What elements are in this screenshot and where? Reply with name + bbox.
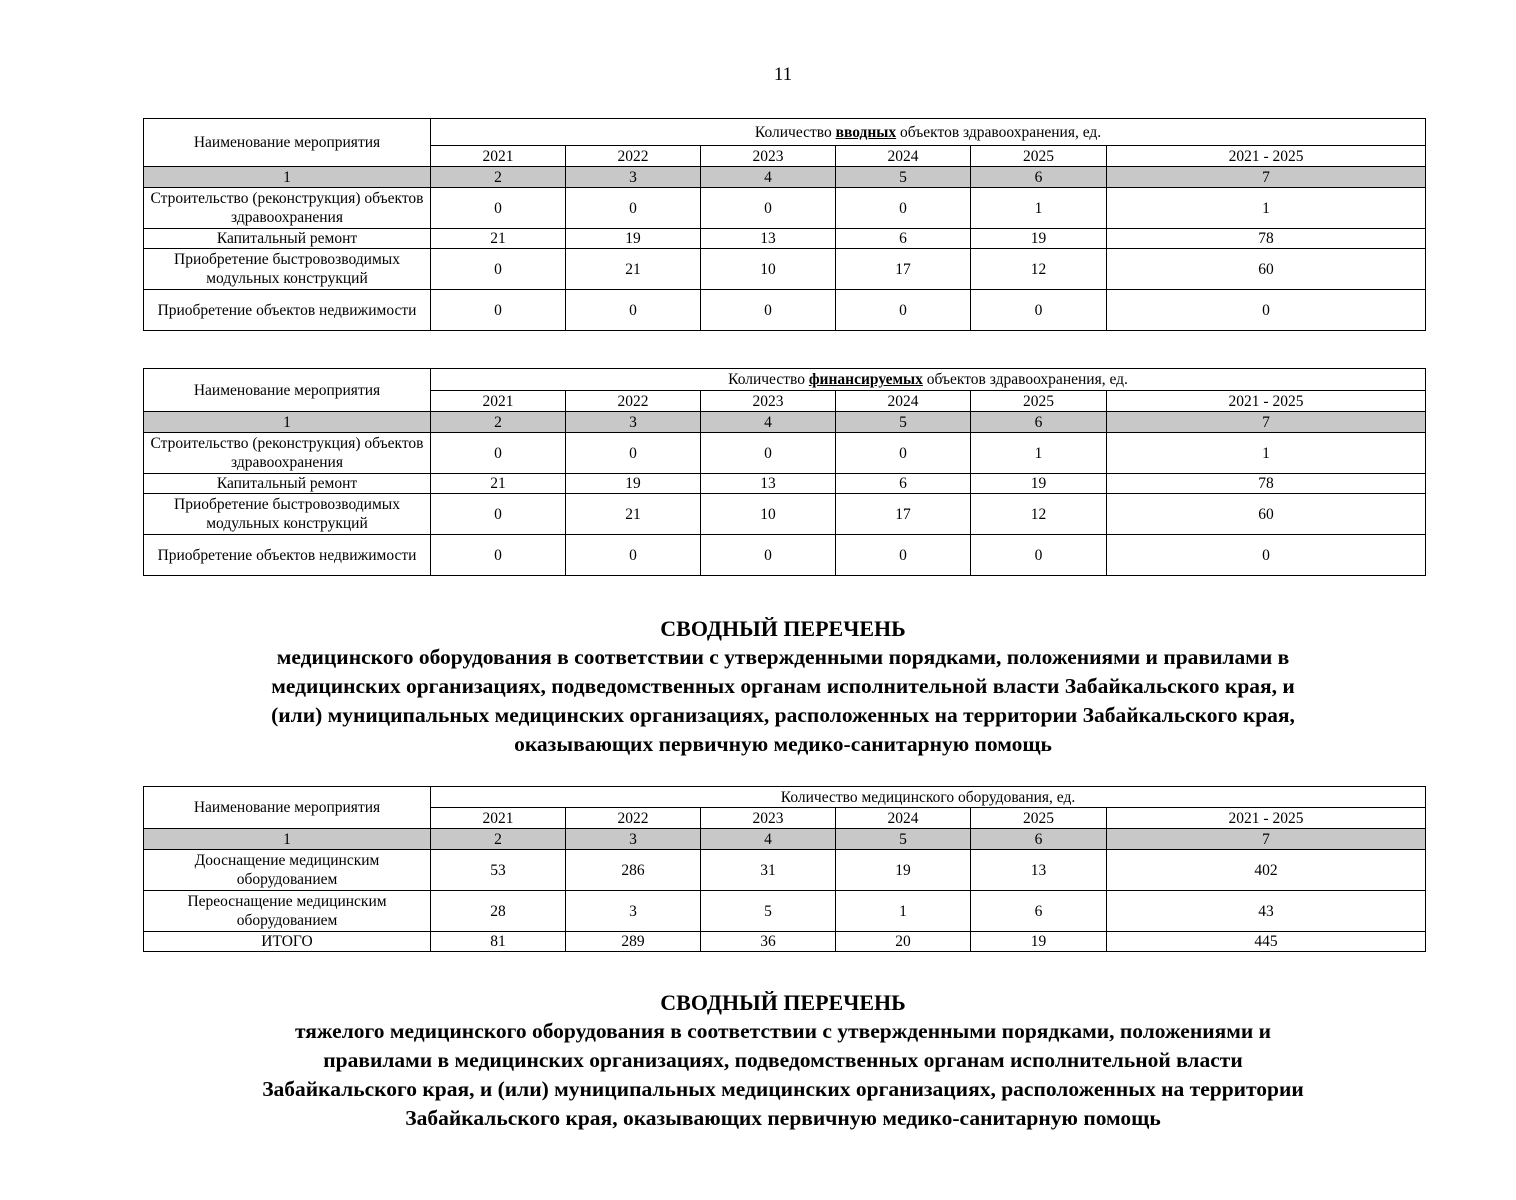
cell-value: 0 [431, 494, 566, 535]
cell-value: 17 [836, 494, 971, 535]
cell-value: 78 [1107, 229, 1426, 249]
cell-value: 0 [431, 535, 566, 576]
heading-line: (или) муниципальных медицинских организациях, расположенных на территории Забайкальского края, [271, 703, 1295, 727]
column-number: 6 [971, 412, 1107, 433]
heading-line: тяжелого медицинского оборудования в соответствии с утвержденными порядками, положениями и [294, 1019, 1272, 1043]
year-header: 2023 [701, 146, 836, 167]
cell-value: 21 [431, 229, 566, 249]
table-title: Количество финансируемых объектов здравоохранения, ед. [431, 369, 1426, 391]
cell-value: 1 [1107, 433, 1426, 474]
year-header: 2022 [566, 146, 701, 167]
row-name: Строительство (реконструкция) объектов здравоохранения [144, 188, 431, 229]
table-title: Количество вводных объектов здравоохранения, ед. [431, 119, 1426, 146]
row-name: Дооснащение медицинским оборудованием [144, 850, 431, 891]
column-number: 5 [836, 829, 971, 850]
cell-value: 0 [701, 535, 836, 576]
cell-value: 0 [431, 433, 566, 474]
cell-value: 20 [836, 932, 971, 952]
column-number: 2 [431, 167, 566, 188]
cell-value: 0 [701, 188, 836, 229]
page-number: 11 [773, 64, 793, 85]
heading-line: оказывающих первичную медико-санитарную помощь [514, 732, 1052, 756]
row-name: Приобретение быстровозводимых модульных конструкций [144, 494, 431, 535]
table-row [144, 535, 1426, 576]
cell-value: 1 [1107, 188, 1426, 229]
cell-value: 0 [566, 188, 701, 229]
row-name: ИТОГО [144, 932, 431, 952]
heading-line: Забайкальского края, и (или) муниципальных медицинских организациях, расположенных на территории [262, 1077, 1304, 1101]
cell-value: 1 [971, 188, 1107, 229]
cell-value: 36 [701, 932, 836, 952]
table-row-total [144, 932, 1426, 952]
column-number: 2 [431, 412, 566, 433]
row-name: Строительство (реконструкция) объектов здравоохранения [144, 433, 431, 474]
cell-value: 6 [836, 474, 971, 494]
year-header: 2021 [431, 146, 566, 167]
cell-value: 12 [971, 249, 1107, 290]
cell-value: 60 [1107, 494, 1426, 535]
table-row [144, 188, 1426, 229]
header-name: Наименование мероприятия [144, 787, 431, 829]
cell-value: 0 [566, 535, 701, 576]
column-number: 4 [701, 167, 836, 188]
cell-value: 0 [971, 535, 1107, 576]
cell-value: 19 [971, 474, 1107, 494]
cell-value: 19 [836, 850, 971, 891]
header-name: Наименование мероприятия [144, 369, 431, 412]
table-row [144, 249, 1426, 290]
cell-value: 402 [1107, 850, 1426, 891]
column-number: 4 [701, 829, 836, 850]
cell-value: 6 [971, 891, 1107, 932]
cell-value: 19 [566, 474, 701, 494]
row-name: Приобретение объектов недвижимости [144, 290, 431, 331]
heading-line: медицинского оборудования в соответствии с утвержденными порядками, положениями и правилами в [276, 645, 1290, 669]
cell-value: 12 [971, 494, 1107, 535]
table-input-objects [143, 118, 1426, 331]
year-header: 2022 [566, 391, 701, 412]
cell-value: 5 [701, 891, 836, 932]
cell-value: 13 [701, 229, 836, 249]
row-name: Капитальный ремонт [144, 229, 431, 249]
cell-value: 81 [431, 932, 566, 952]
cell-value: 0 [431, 188, 566, 229]
column-number: 6 [971, 829, 1107, 850]
summary-heading-heavy-equipment [150, 988, 1416, 1133]
cell-value: 0 [836, 535, 971, 576]
column-number: 1 [144, 167, 431, 188]
year-header: 2021 [431, 391, 566, 412]
header-name: Наименование мероприятия [144, 119, 431, 167]
cell-value: 21 [431, 474, 566, 494]
cell-value: 19 [971, 229, 1107, 249]
cell-value: 0 [701, 290, 836, 331]
table-row [144, 494, 1426, 535]
year-header: 2021 [431, 808, 566, 829]
year-header: 2023 [701, 808, 836, 829]
heading-title: СВОДНЫЙ ПЕРЕЧЕНЬ [660, 616, 906, 641]
summary-heading-equipment [150, 614, 1416, 759]
table-row [144, 433, 1426, 474]
cell-value: 28 [431, 891, 566, 932]
column-number: 6 [971, 167, 1107, 188]
cell-value: 21 [566, 249, 701, 290]
cell-value: 0 [836, 188, 971, 229]
year-header: 2024 [836, 808, 971, 829]
table-financed-objects [143, 368, 1426, 576]
column-number: 5 [836, 167, 971, 188]
heading-line: Забайкальского края, оказывающих первичную медико-санитарную помощь [405, 1106, 1161, 1130]
cell-value: 1 [836, 891, 971, 932]
cell-value: 21 [566, 494, 701, 535]
year-header: 2025 [971, 391, 1107, 412]
table-row [144, 891, 1426, 932]
cell-value: 0 [1107, 535, 1426, 576]
cell-value: 0 [1107, 290, 1426, 331]
cell-value: 289 [566, 932, 701, 952]
cell-value: 0 [566, 433, 701, 474]
heading-line: медицинских организациях, подведомственных органам исполнительной власти Забайкальского края, и [271, 674, 1295, 698]
column-number: 4 [701, 412, 836, 433]
column-number: 3 [566, 167, 701, 188]
column-number: 2 [431, 829, 566, 850]
cell-value: 19 [971, 932, 1107, 952]
table-row [144, 229, 1426, 249]
cell-value: 286 [566, 850, 701, 891]
cell-value: 10 [701, 249, 836, 290]
column-number: 1 [144, 829, 431, 850]
cell-value: 6 [836, 229, 971, 249]
column-number: 3 [566, 412, 701, 433]
cell-value: 0 [431, 249, 566, 290]
cell-value: 0 [836, 433, 971, 474]
year-header: 2021 - 2025 [1107, 391, 1426, 412]
cell-value: 0 [431, 290, 566, 331]
column-number: 1 [144, 412, 431, 433]
year-header: 2024 [836, 391, 971, 412]
cell-value: 0 [971, 290, 1107, 331]
cell-value: 17 [836, 249, 971, 290]
cell-value: 1 [971, 433, 1107, 474]
cell-value: 0 [836, 290, 971, 331]
year-header: 2025 [971, 808, 1107, 829]
table-row [144, 474, 1426, 494]
cell-value: 31 [701, 850, 836, 891]
year-header: 2022 [566, 808, 701, 829]
cell-value: 43 [1107, 891, 1426, 932]
column-number: 7 [1107, 412, 1426, 433]
column-number: 7 [1107, 167, 1426, 188]
row-name: Приобретение объектов недвижимости [144, 535, 431, 576]
cell-value: 0 [701, 433, 836, 474]
column-number: 7 [1107, 829, 1426, 850]
year-header: 2021 - 2025 [1107, 808, 1426, 829]
year-header: 2021 - 2025 [1107, 146, 1426, 167]
table-medical-equipment [143, 786, 1426, 952]
cell-value: 53 [431, 850, 566, 891]
cell-value: 60 [1107, 249, 1426, 290]
year-header: 2023 [701, 391, 836, 412]
row-name: Приобретение быстровозводимых модульных конструкций [144, 249, 431, 290]
cell-value: 19 [566, 229, 701, 249]
heading-title: СВОДНЫЙ ПЕРЕЧЕНЬ [660, 990, 906, 1015]
column-number: 3 [566, 829, 701, 850]
table-row [144, 850, 1426, 891]
row-name: Капитальный ремонт [144, 474, 431, 494]
cell-value: 78 [1107, 474, 1426, 494]
cell-value: 10 [701, 494, 836, 535]
table-row [144, 290, 1426, 331]
year-header: 2025 [971, 146, 1107, 167]
table-title: Количество медицинского оборудования, ед. [431, 787, 1426, 808]
cell-value: 3 [566, 891, 701, 932]
cell-value: 445 [1107, 932, 1426, 952]
heading-line: правилами в медицинских организациях, подведомственных органам исполнительной власти [323, 1048, 1243, 1072]
cell-value: 13 [971, 850, 1107, 891]
column-number: 5 [836, 412, 971, 433]
cell-value: 0 [566, 290, 701, 331]
cell-value: 13 [701, 474, 836, 494]
row-name: Переоснащение медицинским оборудованием [144, 891, 431, 932]
year-header: 2024 [836, 146, 971, 167]
